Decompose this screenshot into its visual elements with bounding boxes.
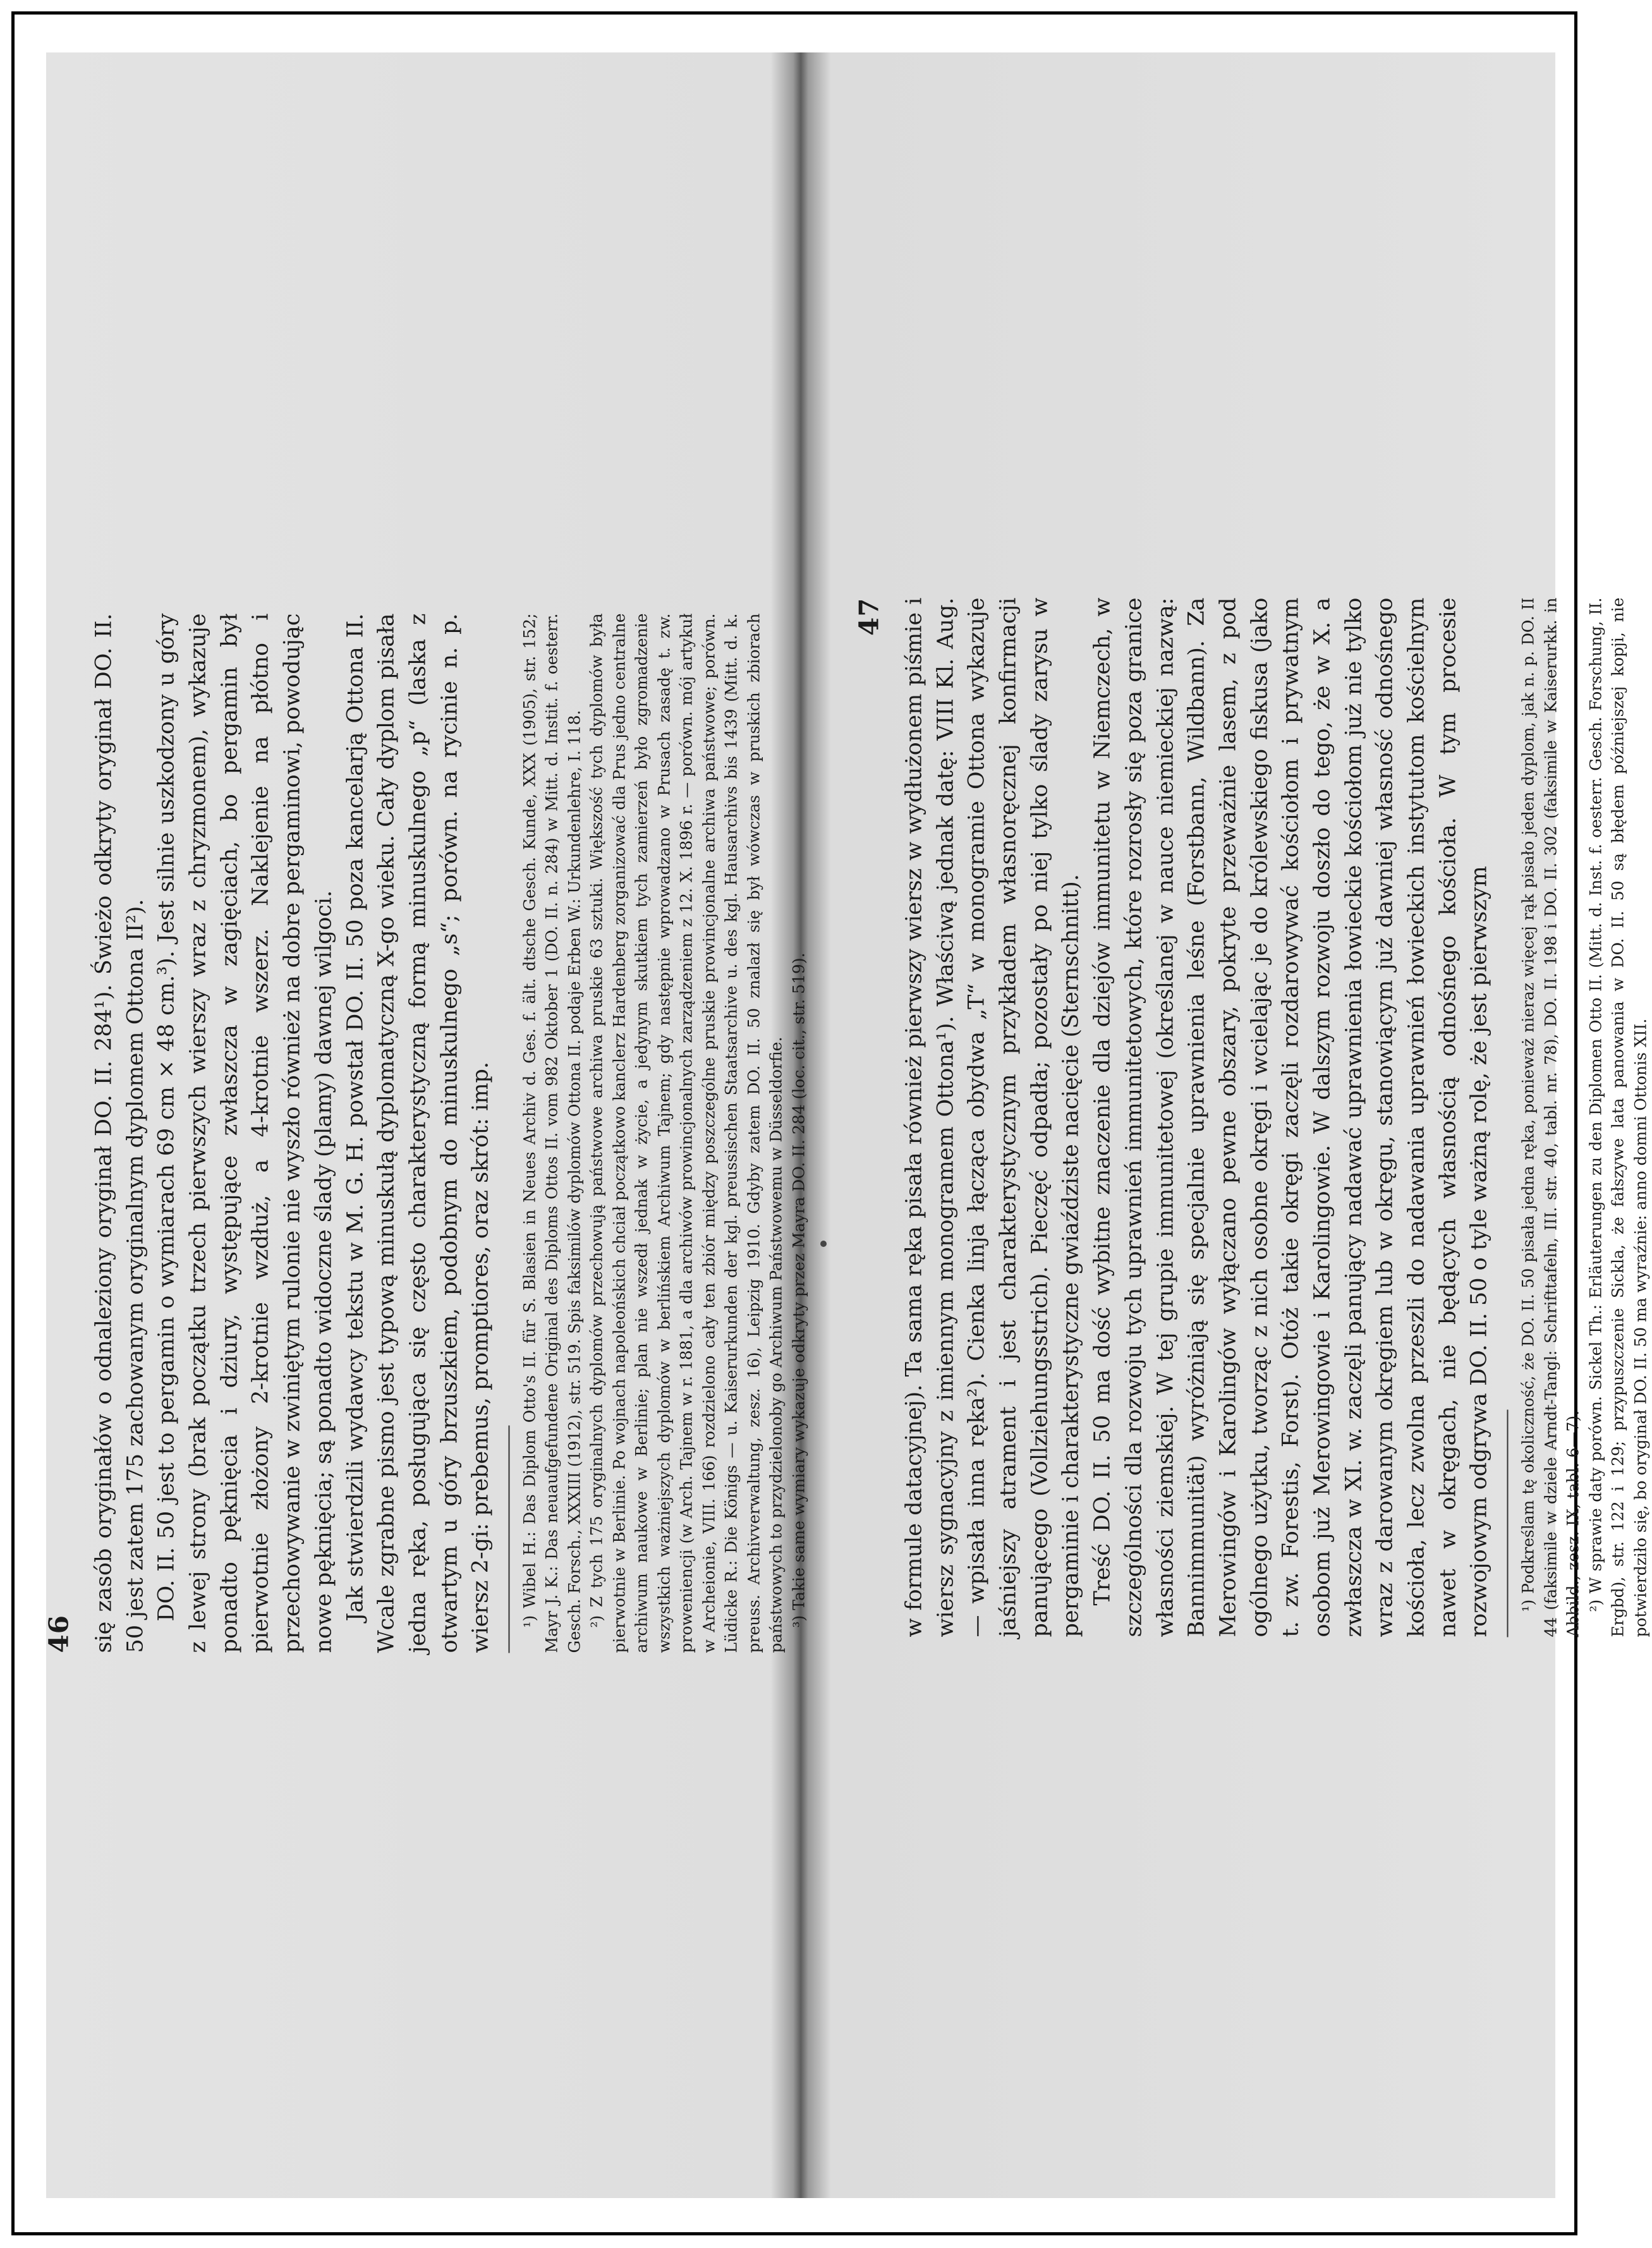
left-page — [43, 613, 808, 1653]
footnote: ¹) Podkreślam tę okoliczność, że DO. II. 50 pisała jedna ręka, ponieważ nieraz więcej rąk pisało jeden dyplom, jak n. p. DO. II 44 (faksimile w dziele Arndt-Tangl: Schrifttafeln, III. str. 40, tabl. nr. 78), DO. II. 198 i DO. II. 302 (faksimile w Kaiserurkk. in Abbild., zesz. IX, tabl. 6—7). — [1519, 597, 1582, 1637]
paragraph: Jak stwierdzili wydawcy tekstu w M. G. H. powstał DO. II. 50 poza kancelarją Ottona II. Wcale zgrabne pismo jest typową minuskułą dyplomatyczną X-go wieku. Cały dyplom pisała jedna ręka, posługująca się często charakterystyczną formą minuskulnego „p“ (laska z otwartym u góry brzuszkiem, podobnym do minuskulnego „s“; porówn. na rycinie n. p. wiersz 2-gi: prebemus, promptiores, oraz skrót: imp. — [343, 613, 494, 1653]
footnote-divider — [508, 1426, 509, 1653]
footnotes — [1517, 598, 1652, 1637]
scan-frame — [11, 11, 1650, 2235]
footnote: ²) W sprawie daty porówn. Sickel Th.: Erläuterungen zu den Diplomen Otto II. (Mitt. d. Inst. f. oesterr. Gesch. Forschung, II. Ergbd), str. 122 i 129; przypuszczenie Sickla, że fałszywe lata panowania w DO. II. 50 są błędem późniejszej kopji, nie potwierdziło się, bo oryginał DO. II. 50 ma wyraźnie: anno domni Ottonis XII. — [1586, 597, 1650, 1637]
book-scan — [43, 52, 1650, 2198]
page-number: 46 — [43, 1615, 75, 1653]
body-text — [899, 598, 1496, 1637]
footnotes — [518, 614, 810, 1653]
footnote: ³) Takie same wymiary wykazuje odkryty przez Mayra DO. II. 284 (loc. cit., str. 519). — [789, 952, 808, 1628]
paragraph: w formule datacyjnej). Ta sama ręka pisała również pierwszy wiersz w wydłużonem piśmie i wiersz sygnacyjny z imiennym monogramem Ottona¹). Właściwą jednak datę: VIII Kl. Aug. — wpisała inna ręka²). Cienka linja łącząca obydwa „T“ w monogramie Ottona wykazuje jaśniejszy atrament i jest charakterystycznym przykładem własnoręcznej konfirmacji panującego (Vollziehungsstrich). Pieczęć odpadła; pozostały po niej tylko ślady zarysu w pergaminie i charakterystyczne gwiaździste nacięcie (Sternschnitt). — [901, 597, 1084, 1637]
footnote-divider — [1507, 1410, 1509, 1637]
paragraph: DO. II. 50 jest to pergamin o wymiarach 69 cm × 48 cm.³). Jest silnie uszkodzony u góry z lewej strony (brak początku trzech pierwszych wierszy wraz z chryzmonem), wykazuje ponadto pęknięcia i dziury, występujące zwłaszcza w zagięciach, bo pergamin był pierwotnie złożony 2-krotnie wzdłuż, a 4-krotnie wszerz. Naklejenie na płótno i przechowywanie w zwiniętym rulonie nie wyszło również na dobre pergaminowi, powodując nowe pęknięcia; są ponadto widoczne ślady (plamy) dawnej wilgoci. — [154, 613, 337, 1653]
ink-speck — [820, 1241, 827, 1247]
page-number: 47 — [853, 597, 885, 636]
body-text — [89, 614, 497, 1653]
paragraph: się zasób oryginałów o odnaleziony oryginał DO. II. 284¹). Świeżo odkryty oryginał DO. II. 50 jest zatem 175 zachowanym oryginalnym dyplomem Ottona II²). — [91, 613, 149, 1653]
right-page — [853, 597, 1650, 1637]
footnote: ¹) Wibel H.: Das Diplom Otto's II. für S. Blasien in Neues Archiv d. Ges. f. ält. dtsche Gesch. Kunde, XXX (1905), str. 152; Mayr J. K.: Das neuaufgefundene Original des Diploms Ottos II. vom 982 Oktober 1 (DO. II. n. 284) w Mitt. d. Instit. f. oesterr. Gesch. Forsch., XXXIII (1912), str. 519. Spis faksimilów dyplomów Ottona II. podaje Erben W.: Urkundenlehre, I. 118. — [520, 613, 584, 1653]
footnote: ²) Z tych 175 oryginalnych dyplomów przechowują państwowe archiwa pruskie 63 sztuki. Większość tych dyplomów była pierwotnie w Berlinie. Po wojnach napoleońskich chciał początkowo kanclerz Hardenberg zorganizować dla Prus jedno centralne archiwum naukowe w Berlinie; plan nie wszedł jednak w życie, a jedynym skutkiem tych zamierzeń było zgromadzenie wszystkich ważniejszych dyplomów w berlińskiem Archiwum Tajnem; gdy następnie wprowadzano w Prusach zasadę t. zw. proweniencji (w Arch. Tajnem w r. 1881, a dla archiwów prowincjonalnych zarządzeniem z 12. X. 1896 r. — porówn. mój artykuł w Archeionie, VIII. 166) rozdzielono cały ten zbiór między poszczególne pruskie prowincjonalne archiwa państwowe; porówn. Lüdicke R.: Die Königs — u. Kaiserurkunden der kgl. preussischen Staatsarchive u. des kgl. Hausarchivs bis 1439 (Mitt. d. k. preuss. Archivverwaltung, zesz. 16), Leipzig 1910. Gdyby zatem DO. II. 50 znalazł się był wówczas w pruskich zbiorach państwowych to przydzielonoby go Archiwum Państwowemu w Düsseldorfie. — [587, 613, 786, 1653]
paragraph: Treść DO. II. 50 ma dość wybitne znaczenie dla dziejów immunitetu w Niemczech, w szczególności dla rozwoju tych uprawnień immunitetowych, które rozrosły się poza granice własności ziemskiej. W tej grupie immunitetowej (określanej w nauce niemieckiej nazwą: Bannimmunität) wyróżniają się specjalnie uprawnienia leśne (Forstbann, Wildbann). Za Merowingów i Karolingów wyłączano pewne obszary, pokryte przeważnie lasem, z pod ogólnego użytku, tworząc z nich osobne okręgi i wcielając je do królewskiego fiskusa (jako t. zw. Forestis, Forst). Otóż takie okręgi zaczęli rozdarowywać kościołom i prywatnym osobom już Merowingowie i Karolingowie. W dalszym rozwoju doszło do tego, że w X. a zwłaszcza w XI. w. zaczęli panujący nadawać uprawnienia łowieckie kościołom już nie tylko wraz z darowanym okręgiem lub w okręgu, stanowiącym już dawniej własność odnośnego kościoła, lecz zwolna przeszli do nadawania uprawnień łowieckich instytutom kościelnym nawet w okręgach, nie będących własnością odnośnego kościoła. W tym procesie rozwojowym odgrywa DO. II. 50 o tyle ważną rolę, że jest pierwszym — [1090, 597, 1492, 1637]
